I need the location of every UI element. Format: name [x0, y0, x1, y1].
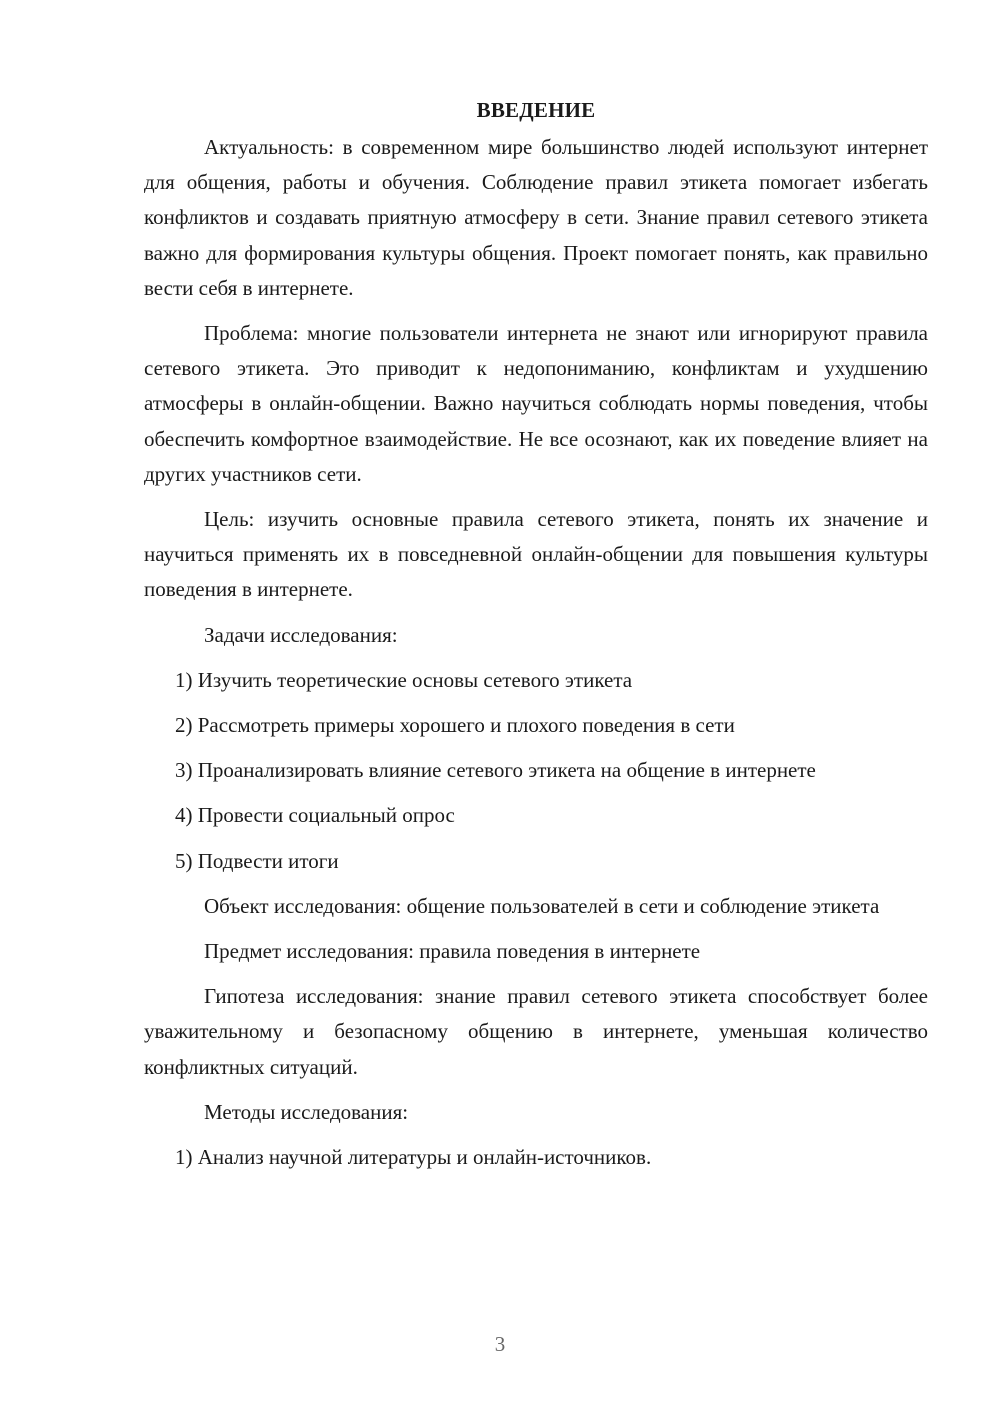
- problem-paragraph: Проблема: многие пользователи интернета не знают или игнорируют правила сетевого этикета. Это приводит к недопониманию, конфликтам и ухудшению атмосферы в онлайн-общении. Важно научиться соблюдать нормы поведения, чтобы обеспечить комфортное взаимодействие. Не все осознают, как их поведение влияет на других участников сети.: [144, 321, 928, 486]
- task-item-1: 1) Изучить теоретические основы сетевого этикета: [175, 667, 633, 692]
- page-number: 3: [494, 1332, 506, 1356]
- section-title: ВВЕДЕНИЕ: [476, 98, 596, 122]
- relevance-paragraph: Актуальность: в современном мире большинство людей используют интернет для общения, работы и обучения. Соблюдение правил этикета помогает избегать конфликтов и создавать приятную атмосферу в сети. Знание правил сетевого этикета важно для формирования культуры общения. Проект помогает понять, как правильно вести себя в интернете.: [144, 135, 928, 300]
- task-item-2: 2) Рассмотреть примеры хорошего и плохого поведения в сети: [175, 713, 735, 738]
- subject-paragraph: Предмет исследования: правила поведения в интернете: [204, 939, 701, 964]
- goal-paragraph: Цель: изучить основные правила сетевого этикета, понять их значение и научиться применять их в повседневной онлайн-общении для повышения культуры поведения в интернете.: [144, 507, 928, 602]
- task-item-3: 3) Проанализировать влияние сетевого этикета на общение в интернете: [175, 758, 816, 783]
- hypothesis-paragraph: Гипотеза исследования: знание правил сетевого этикета способствует более уважительному и безопасному общению в интернете, уменьшая количество конфликтных ситуаций.: [144, 984, 928, 1079]
- methods-heading: Методы исследования:: [204, 1099, 409, 1124]
- task-item-4: 4) Провести социальный опрос: [175, 803, 455, 828]
- object-paragraph: Объект исследования: общение пользователей в сети и соблюдение этикета: [204, 893, 880, 918]
- task-item-5: 5) Подвести итоги: [175, 848, 339, 873]
- document-page: [144, 92, 928, 1175]
- method-item-1: 1) Анализ научной литературы и онлайн-источников.: [175, 1145, 652, 1170]
- tasks-heading: Задачи исследования:: [204, 622, 398, 647]
